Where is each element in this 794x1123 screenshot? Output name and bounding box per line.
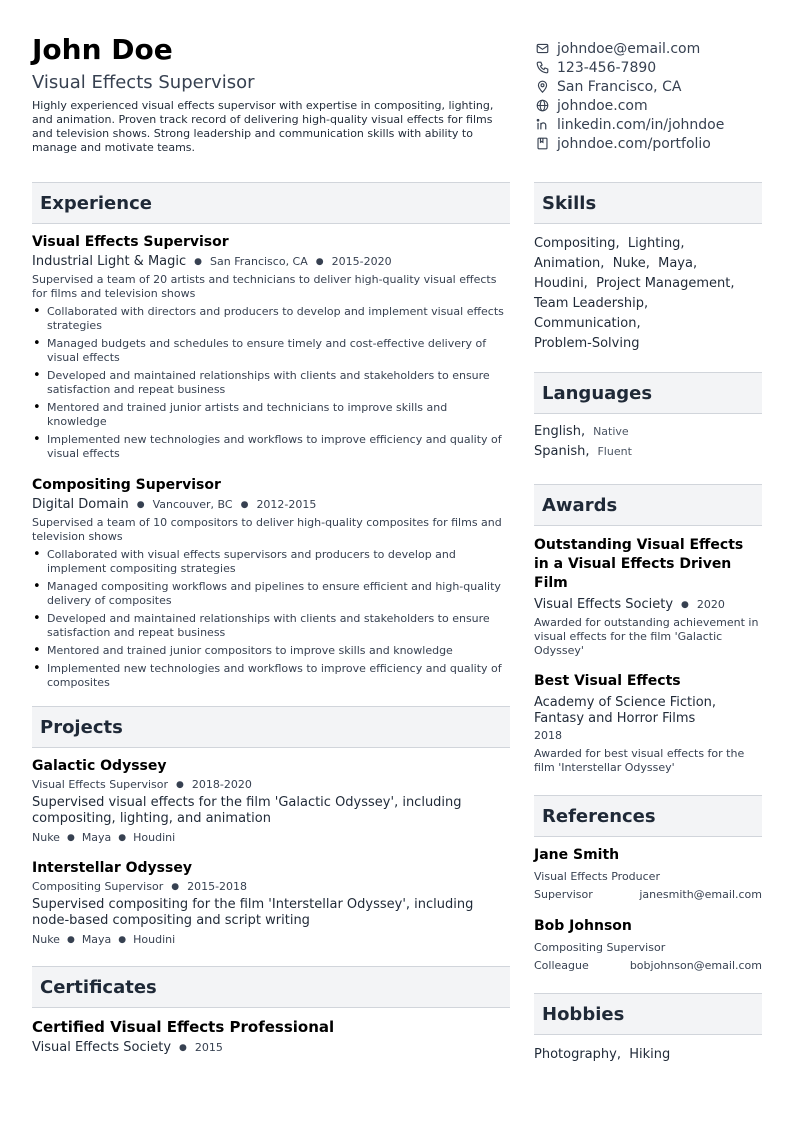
job-bullet: • Mentored and trained junior compositors to improve skills and knowledge — [47, 644, 510, 658]
separator-dot: ● — [118, 934, 127, 945]
separator-dot: ● — [66, 934, 75, 945]
award-meta — [534, 597, 762, 612]
job-summary: Supervised a team of 10 compositors to deliver high-quality composites for films and television shows — [32, 516, 502, 543]
reference-position-text: Compositing Supervisor — [534, 941, 666, 954]
reference-position-text: Visual Effects Producer — [534, 870, 660, 883]
resume-header — [32, 34, 762, 155]
skill-item: Maya, — [658, 256, 698, 271]
language-level: Native — [593, 425, 629, 438]
job-bullet: • Implemented new technologies and workflows to improve efficiency and quality of visual effects — [47, 433, 510, 461]
experience-heading: Experience — [32, 182, 510, 224]
reference-name: Bob Johnson — [534, 918, 632, 934]
contact-linkedin[interactable] — [534, 115, 762, 134]
left-column — [32, 182, 510, 1083]
resume-page — [32, 34, 762, 1083]
project-item — [32, 860, 510, 946]
reference-email[interactable]: janesmith@email.com — [639, 888, 762, 901]
project-tag: Maya — [81, 831, 112, 844]
job-bullets — [32, 548, 510, 690]
language-item — [534, 444, 762, 464]
separator-dot: ● — [176, 779, 184, 790]
hobbies-list — [534, 1045, 762, 1065]
reference-position — [534, 868, 762, 886]
reference-email[interactable]: bobjohnson@email.com — [629, 959, 762, 972]
job-company: Industrial Light & Magic — [32, 254, 187, 269]
skills-heading: Skills — [534, 182, 762, 224]
reference-item — [534, 847, 762, 904]
language-name: Spanish, — [534, 444, 590, 459]
project-tag: Nuke — [32, 831, 60, 844]
certificate-year: 2015 — [194, 1041, 223, 1054]
skill-item: Project Management, — [596, 276, 735, 291]
skill-item: Animation, — [534, 256, 605, 271]
certificates-heading: Certificates — [32, 966, 510, 1008]
mail-icon — [534, 41, 550, 57]
separator-dot: ● — [136, 499, 145, 510]
separator-dot: ● — [179, 1042, 187, 1053]
project-tag: Houdini — [133, 933, 176, 946]
job-company: Digital Domain — [32, 497, 129, 512]
job-title: Visual Effects Supervisor — [32, 234, 229, 250]
profile-summary: Highly experienced visual effects supervisor with expertise in compositing, lighting, and animation. Proven track record of delivering high-quality visual effects for films and television shows. Strong leadership and communication skills with ability to manage and motivate teams. — [32, 99, 494, 154]
award-item — [534, 536, 762, 658]
certificate-issuer: Visual Effects Society — [32, 1040, 172, 1055]
projects-heading: Projects — [32, 706, 510, 748]
separator-dot: ● — [240, 499, 249, 510]
candidate-title: Visual Effects Supervisor — [32, 72, 255, 93]
project-meta — [32, 778, 510, 791]
contact-portfolio[interactable] — [534, 134, 762, 153]
separator-dot: ● — [66, 832, 75, 843]
globe-icon — [534, 98, 550, 114]
candidate-name: John Doe — [32, 33, 173, 66]
project-item — [32, 758, 510, 844]
separator-dot: ● — [681, 599, 689, 610]
project-dates: 2018-2020 — [191, 778, 252, 791]
linkedin-icon — [534, 117, 550, 133]
project-tag: Maya — [81, 933, 112, 946]
hobby-item: Photography, — [534, 1047, 621, 1062]
hobbies-heading: Hobbies — [534, 993, 762, 1035]
certificate-name: Certified Visual Effects Professional — [32, 1018, 335, 1036]
language-level: Fluent — [597, 445, 632, 458]
job-bullet: • Collaborated with visual effects supervisors and producers to develop and implement compositing strategies — [47, 548, 510, 576]
job-bullet: • Developed and maintained relationships with clients and stakeholders to ensure satisfaction and repeat business — [47, 369, 510, 397]
contact-phone-text: 123-456-7890 — [557, 59, 657, 76]
contact-linkedin-text: linkedin.com/in/johndoe — [557, 116, 725, 133]
skill-item: Team Leadership, — [534, 296, 649, 311]
contact-email[interactable] — [534, 39, 762, 58]
award-year: 2020 — [696, 598, 725, 611]
skill-item: Lighting, — [627, 236, 685, 251]
project-tags — [32, 831, 510, 844]
project-tag: Nuke — [32, 933, 60, 946]
skill-item: Compositing, — [534, 236, 620, 251]
contact-location-text: San Francisco, CA — [557, 78, 682, 95]
reference-contact — [534, 957, 762, 975]
skill-item: Nuke, — [612, 256, 650, 271]
skills-list — [534, 234, 762, 354]
contact-phone[interactable] — [534, 58, 762, 77]
contact-email-text: johndoe@email.com — [557, 40, 701, 57]
award-title: Outstanding Visual Effects in a Visual Effects Driven Film — [534, 537, 744, 591]
languages-list — [534, 424, 762, 464]
references-heading: References — [534, 795, 762, 837]
experience-item — [32, 234, 510, 461]
contact-portfolio-text: johndoe.com/portfolio — [557, 135, 711, 152]
job-bullet: • Managed budgets and schedules to ensure timely and cost-effective delivery of visual effects — [47, 337, 510, 365]
language-item — [534, 424, 762, 444]
job-bullet: • Managed compositing workflows and pipelines to ensure efficient and high-quality delivery of composites — [47, 580, 510, 608]
project-role: Compositing Supervisor — [32, 880, 164, 893]
job-bullet: • Implemented new technologies and workflows to improve efficiency and quality of composites — [47, 662, 510, 690]
job-bullet: • Developed and maintained relationships with clients and stakeholders to ensure satisfaction and repeat business — [47, 612, 510, 640]
map-pin-icon — [534, 79, 550, 95]
award-title: Best Visual Effects — [534, 673, 681, 689]
skill-item: Problem-Solving — [534, 336, 640, 351]
job-meta — [32, 497, 510, 512]
certificate-item — [32, 1018, 510, 1055]
job-bullets — [32, 305, 510, 461]
award-org: Visual Effects Society — [534, 597, 674, 612]
reference-item — [534, 918, 762, 975]
job-dates: 2015-2020 — [331, 255, 392, 268]
awards-heading: Awards — [534, 484, 762, 526]
contact-block — [534, 39, 762, 155]
reference-position — [534, 939, 762, 957]
job-summary: Supervised a team of 20 artists and technicians to deliver high-quality visual effects for films and television shows — [32, 273, 497, 300]
reference-contact — [534, 886, 762, 904]
job-dates: 2012-2015 — [256, 498, 317, 511]
separator-dot: ● — [118, 832, 127, 843]
project-description: Supervised compositing for the film 'Interstellar Odyssey', including node-based compositing and script writing — [32, 897, 474, 928]
project-description: Supervised visual effects for the film 'Galactic Odyssey', including compositing, lighting, and animation — [32, 795, 462, 826]
right-column — [534, 182, 762, 1083]
reference-relation: Colleague — [534, 959, 589, 972]
project-dates: 2015-2018 — [187, 880, 248, 893]
award-description: Awarded for outstanding achievement in visual effects for the film 'Galactic Odyssey' — [534, 616, 759, 657]
job-location: San Francisco, CA — [210, 255, 308, 268]
separator-dot: ● — [194, 256, 202, 267]
project-name: Interstellar Odyssey — [32, 860, 192, 876]
experience-item — [32, 477, 510, 690]
contact-website-text: johndoe.com — [557, 97, 648, 114]
skill-item: Communication, — [534, 316, 641, 331]
job-title: Compositing Supervisor — [32, 477, 221, 493]
project-tags — [32, 933, 510, 946]
job-meta — [32, 254, 510, 269]
award-year: 2018 — [534, 729, 562, 742]
job-location: Vancouver, BC — [152, 498, 233, 511]
project-tag: Houdini — [133, 831, 176, 844]
portfolio-icon — [534, 136, 550, 152]
language-name: English, — [534, 424, 586, 439]
contact-location — [534, 77, 762, 96]
award-org: Academy of Science Fiction, Fantasy and Horror Films — [534, 695, 717, 726]
skill-item: Houdini, — [534, 276, 588, 291]
separator-dot: ● — [315, 256, 324, 267]
project-meta — [32, 880, 510, 893]
languages-heading: Languages — [534, 372, 762, 414]
certificate-meta — [32, 1040, 510, 1055]
project-name: Galactic Odyssey — [32, 758, 167, 774]
reference-name: Jane Smith — [534, 847, 620, 863]
award-item — [534, 672, 762, 775]
job-bullet: • Mentored and trained junior artists and technicians to improve skills and knowledge — [47, 401, 510, 429]
project-role: Visual Effects Supervisor — [32, 778, 168, 791]
award-description: Awarded for best visual effects for the film 'Interstellar Odyssey' — [534, 747, 745, 774]
contact-website[interactable] — [534, 96, 762, 115]
reference-relation: Supervisor — [534, 888, 593, 901]
separator-dot: ● — [171, 881, 180, 892]
job-bullet: • Collaborated with directors and producers to develop and implement visual effects strategies — [47, 305, 510, 333]
hobby-item: Hiking — [629, 1047, 671, 1062]
phone-icon — [534, 60, 550, 76]
